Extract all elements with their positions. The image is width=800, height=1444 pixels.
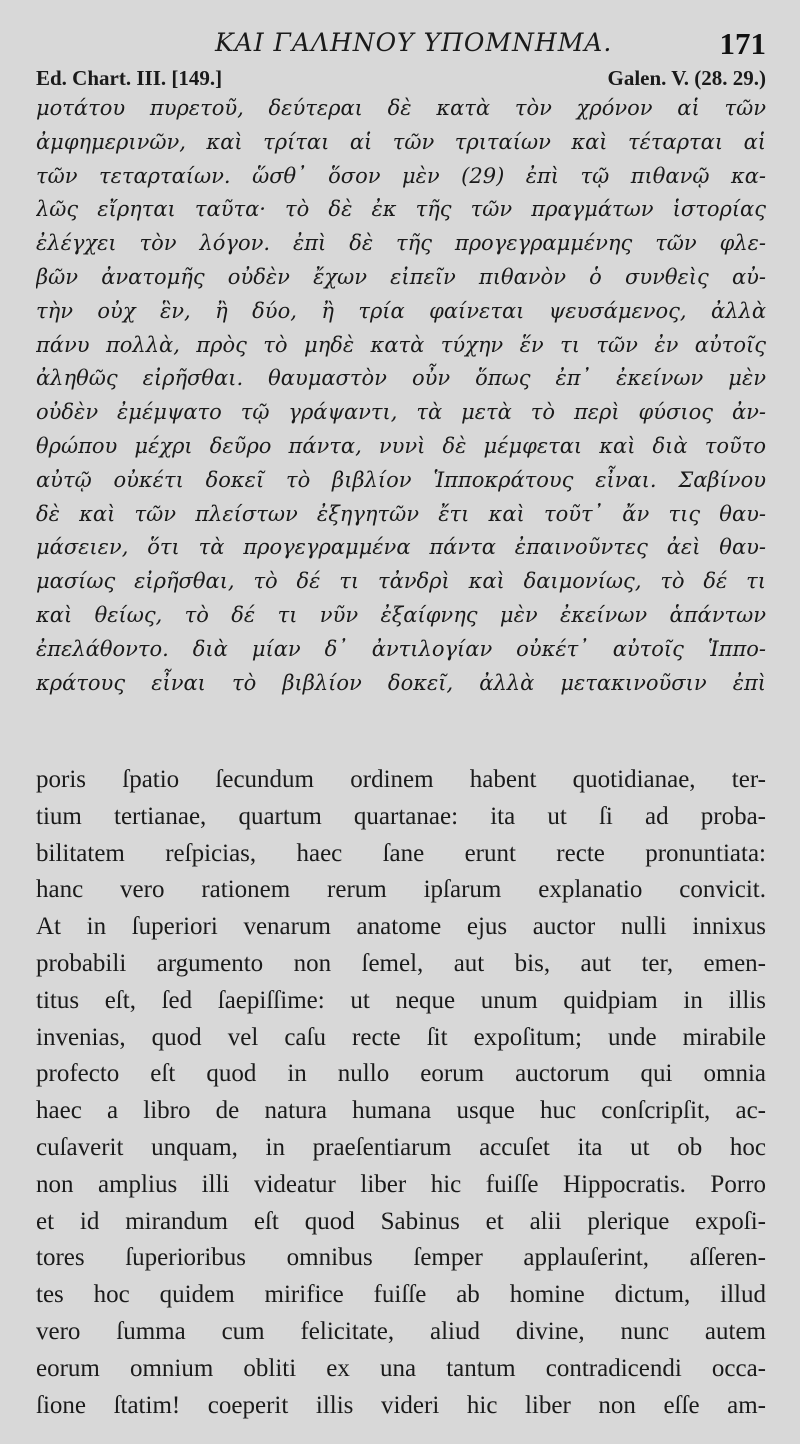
greek-text-line: τῶν τεταρταίων. ὥσθ᾿ ὅσον μὲν (29) ἐπὶ τῷ πιθανῷ κα- bbox=[36, 163, 766, 188]
latin-text-line: eorum omnium obliti ex una tantum contradicendi occa- bbox=[36, 1354, 766, 1382]
latin-text-line: At in ſuperiori venarum anatome ejus auctor nulli innixus bbox=[36, 913, 766, 941]
latin-text-line: cuſaverit unquam, in praeſentiarum accuſet ita ut ob hoc bbox=[36, 1133, 766, 1161]
greek-text-line: ἀληθῶς εἰρῆσθαι. θαυμαστὸν οὖν ὅπως ἐπ᾿ ἐκείνων μὲν bbox=[36, 366, 766, 391]
greek-text-line: βῶν ἀνατομῆς οὐδὲν ἔχων εἰπεῖν πιθανὸν ὁ συνθεὶς αὐ- bbox=[36, 264, 766, 289]
greek-text-line: κράτους εἶναι τὸ βιβλίον δοκεῖ, ἀλλὰ μετακινοῦσιν ἐπὶ bbox=[36, 670, 766, 695]
greek-text-line: πάνυ πολλὰ, πρὸς τὸ μηδὲ κατὰ τύχην ἕν τι τῶν ἐν αὐτοῖς bbox=[36, 332, 766, 357]
latin-text-line: ſione ſtatim! coeperit illis videri hic liber non eſſe am- bbox=[36, 1391, 766, 1419]
latin-text-line: invenias, quod vel caſu recte ſit expoſitum; unde mirabile bbox=[36, 1023, 766, 1051]
greek-text-line: ἀμφημερινῶν, καὶ τρίται αἱ τῶν τριταίων καὶ τέταρται αἱ bbox=[36, 129, 766, 154]
greek-text-line: τὴν οὐχ ἓν, ἢ δύο, ἢ τρία φαίνεται ψευσάμενος, ἀλλὰ bbox=[36, 298, 766, 323]
page-number: 171 bbox=[719, 26, 766, 61]
running-head bbox=[0, 28, 800, 62]
edition-reference-kuehn: Galen. V. (28. 29.) bbox=[607, 66, 766, 90]
running-title: ΚΑΙ ΓΑΛΗΝΟΥ ΥΠΟΜΝΗΜΑ. bbox=[215, 28, 613, 57]
greek-text-line: ἐλέγχει τὸν λόγον. ἐπὶ δὲ τῆς προγεγραμμένης τῶν φλε- bbox=[36, 231, 766, 256]
greek-text-line: μοτάτου πυρετοῦ, δεύτεραι δὲ κατὰ τὸν χρόνον αἱ τῶν bbox=[36, 96, 766, 120]
greek-text-line: μάσειεν, ὅτι τὰ προγεγραμμένα πάντα ἐπαινοῦντες ἀεὶ θαυ- bbox=[36, 535, 766, 560]
greek-text-line: δὲ καὶ τῶν πλείστων ἐξηγητῶν ἔτι καὶ τοῦτ᾿ ἄν τις θαυ- bbox=[36, 501, 766, 526]
greek-text-line: λῶς εἴρηται ταῦτα· τὸ δὲ ἐκ τῆς τῶν πραγμάτων ἱστορίας bbox=[36, 197, 766, 222]
greek-text-line: οὐδὲν ἐμέμψατο τῷ γράψαντι, τὰ μετὰ τὸ περὶ φύσιος ἀν- bbox=[36, 400, 766, 425]
latin-text-line: hanc vero rationem rerum ipſarum explanatio convicit. bbox=[36, 876, 766, 904]
latin-text-line: poris ſpatio ſecundum ordinem habent quotidianae, ter- bbox=[36, 766, 766, 793]
latin-text-line: vero ſumma cum felicitate, aliud divine, nunc autem bbox=[36, 1317, 766, 1345]
latin-text-line: et id mirandum eſt quod Sabinus et alii plerique expoſi- bbox=[36, 1207, 766, 1235]
latin-text-line: non amplius illi videatur liber hic fuiſſe Hippocratis. Porro bbox=[36, 1170, 766, 1198]
greek-text-line: αὐτῷ οὐκέτι δοκεῖ τὸ βιβλίον Ἱπποκράτους εἶναι. Σαβίνου bbox=[36, 467, 766, 492]
greek-text-line: θρώπου μέχρι δεῦρο πάντα, νυνὶ δὲ μέμφεται καὶ διὰ τοῦτο bbox=[36, 433, 766, 458]
latin-text-line: haec a libro de natura humana usque huc conſcripſit, ac- bbox=[36, 1097, 766, 1125]
greek-text-line: ἐπελάθοντο. διὰ μίαν δ᾿ ἀντιλογίαν οὐκέτ᾿ αὐτοῖς Ἱππο- bbox=[36, 636, 766, 661]
latin-text-line: tores ſuperioribus omnibus ſemper applauſerint, aſſeren- bbox=[36, 1244, 766, 1272]
greek-text-line: μασίως εἰρῆσθαι, τὸ δέ τι τἀνδρὶ καὶ δαιμονίως, τὸ δέ τι bbox=[36, 569, 766, 594]
latin-text-line: probabili argumento non ſemel, aut bis, aut ter, emen- bbox=[36, 949, 766, 977]
latin-text-block bbox=[36, 762, 766, 1424]
latin-text-line: tium tertianae, quartum quartanae: ita ut ſi ad proba- bbox=[36, 802, 766, 830]
latin-text-line: bilitatem reſpicias, haec ſane erunt recte pronuntiata: bbox=[36, 839, 766, 867]
edition-reference-line bbox=[36, 66, 766, 92]
greek-text-line: καὶ θείως, τὸ δέ τι νῦν ἐξαίφνης μὲν ἐκείνων ἁπάντων bbox=[36, 602, 766, 627]
latin-text-line: titus eſt, ſed ſaepiſſime: ut neque unum quidpiam in illis bbox=[36, 986, 766, 1014]
greek-text-block bbox=[36, 92, 766, 700]
edition-reference-chartier: Ed. Chart. III. [149.] bbox=[36, 66, 223, 90]
latin-text-line: profecto eſt quod in nullo eorum auctorum qui omnia bbox=[36, 1060, 766, 1088]
latin-text-line: tes hoc quidem mirifice fuiſſe ab homine dictum, illud bbox=[36, 1281, 766, 1309]
